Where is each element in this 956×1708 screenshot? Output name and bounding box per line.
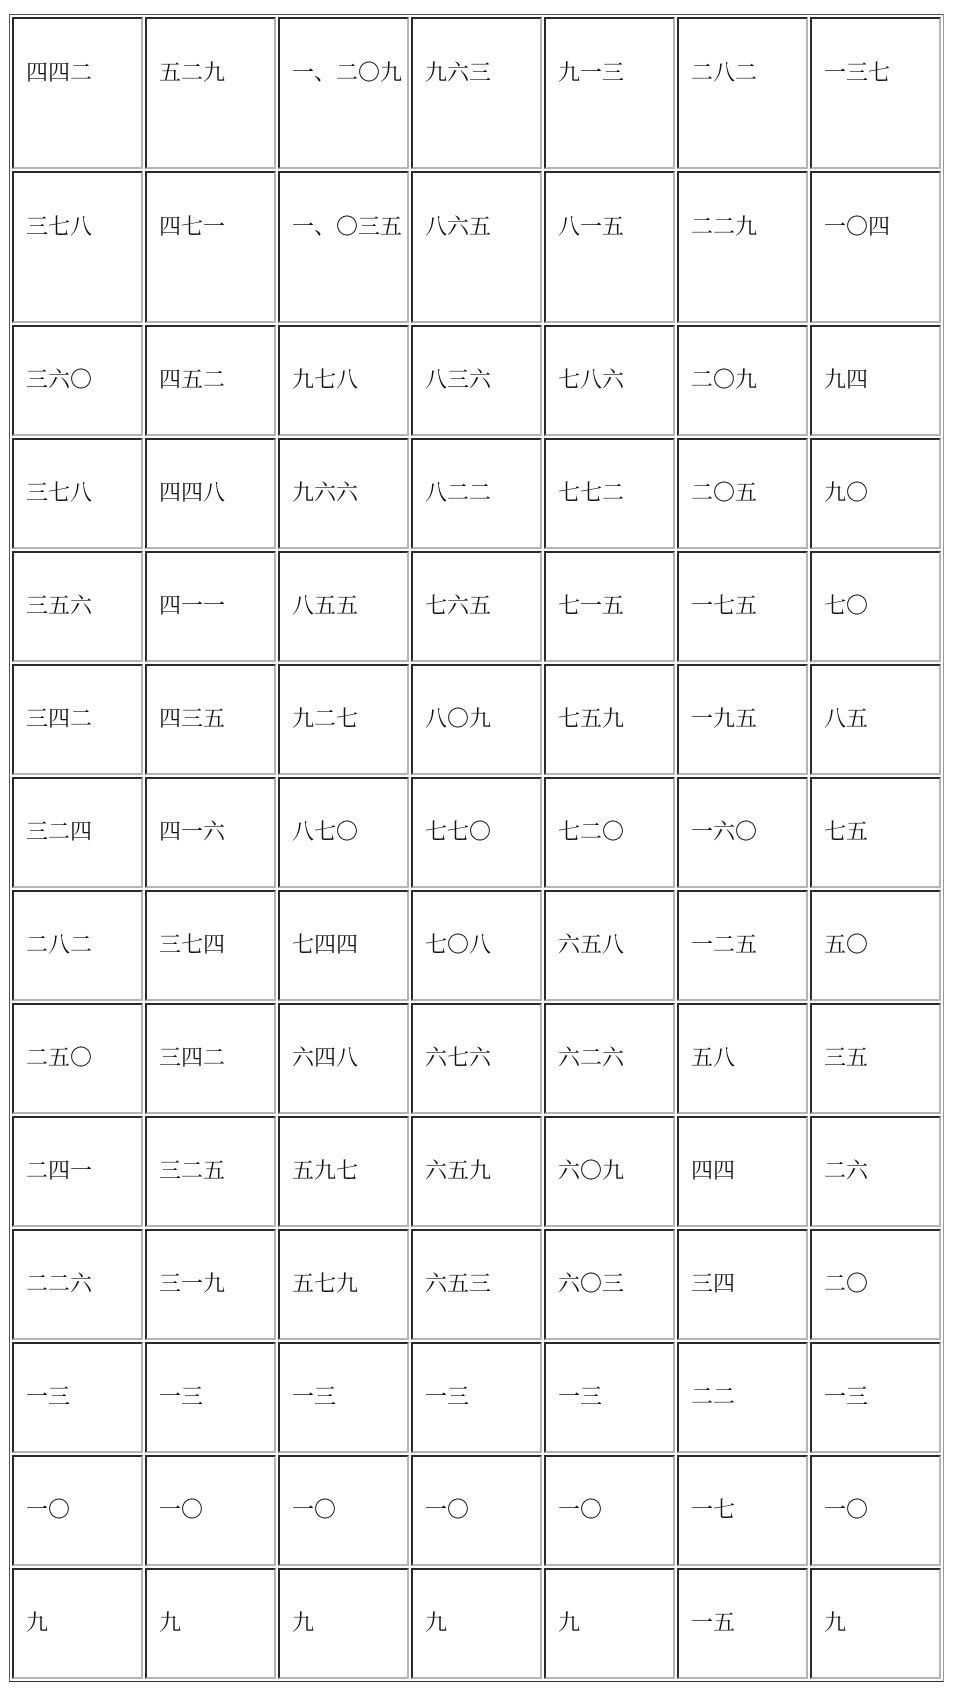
table-row <box>12 438 941 549</box>
table-cell <box>810 1455 941 1566</box>
cell-value: 一〇 <box>292 1497 337 1523</box>
table-cell <box>544 664 675 775</box>
table-cell <box>145 1116 276 1227</box>
table-cell <box>145 890 276 1001</box>
cell-value: 八七〇 <box>292 819 359 845</box>
table-row <box>12 325 941 436</box>
cell-value: 三四二 <box>159 1045 226 1071</box>
cell-value: 一七五 <box>691 593 758 619</box>
cell-value: 三四 <box>691 1271 736 1297</box>
cell-value: 四一六 <box>159 819 226 845</box>
cell-value: 一三 <box>558 1384 603 1410</box>
table-cell <box>145 777 276 888</box>
table-cell <box>278 17 409 169</box>
cell-value: 九四 <box>824 367 869 393</box>
cell-value: 三六〇 <box>26 367 93 393</box>
cell-value: 一〇 <box>425 1497 470 1523</box>
table-cell <box>12 1455 143 1566</box>
cell-value: 六〇九 <box>558 1158 625 1184</box>
cell-value: 一〇 <box>159 1497 204 1523</box>
cell-value: 七〇八 <box>425 932 492 958</box>
table-cell <box>810 664 941 775</box>
table-cell <box>278 664 409 775</box>
cell-value: 七六五 <box>425 593 492 619</box>
cell-value: 五七九 <box>292 1271 359 1297</box>
cell-value: 一〇四 <box>824 215 891 240</box>
cell-value: 七五九 <box>558 706 625 732</box>
cell-value: 一〇 <box>824 1497 869 1523</box>
table-cell <box>145 1568 276 1679</box>
table-cell <box>810 551 941 662</box>
table-cell <box>12 438 143 549</box>
table-cell <box>145 325 276 436</box>
table-cell <box>145 171 276 323</box>
table-row <box>12 17 941 169</box>
cell-value: 八三六 <box>425 367 492 393</box>
cell-value: 三一九 <box>159 1271 226 1297</box>
cell-value: 六五九 <box>425 1158 492 1184</box>
table-cell <box>677 890 808 1001</box>
table-cell <box>677 171 808 323</box>
table-cell <box>411 171 542 323</box>
table-cell <box>544 171 675 323</box>
table-cell <box>411 325 542 436</box>
cell-value: 四四 <box>691 1158 736 1184</box>
cell-value: 一〇 <box>26 1497 71 1523</box>
table-cell <box>278 1342 409 1453</box>
table-cell <box>544 1455 675 1566</box>
table-cell <box>145 551 276 662</box>
cell-value: 七四四 <box>292 932 359 958</box>
cell-value: 二二 <box>691 1384 736 1410</box>
table-cell <box>677 1568 808 1679</box>
cell-value: 一三 <box>824 1384 869 1410</box>
cell-value: 五九七 <box>292 1158 359 1184</box>
cell-value: 九〇 <box>824 480 869 506</box>
table-cell <box>278 325 409 436</box>
table-cell <box>411 551 542 662</box>
cell-value: 四三五 <box>159 706 226 732</box>
table-cell <box>544 1003 675 1114</box>
table-cell <box>145 1229 276 1340</box>
cell-value: 六五三 <box>425 1271 492 1297</box>
table-cell <box>544 777 675 888</box>
table-row <box>12 1116 941 1227</box>
cell-value: 二五〇 <box>26 1045 93 1071</box>
table-cell <box>544 17 675 169</box>
table-cell <box>544 1116 675 1227</box>
table-cell <box>544 1342 675 1453</box>
table-cell <box>278 1455 409 1566</box>
table-cell <box>677 325 808 436</box>
cell-value: 九 <box>26 1610 49 1636</box>
cell-value: 一三 <box>26 1384 71 1410</box>
table-cell <box>544 551 675 662</box>
table-row <box>12 777 941 888</box>
cell-value: 九 <box>292 1610 315 1636</box>
table-cell <box>411 1003 542 1114</box>
cell-value: 一三 <box>159 1384 204 1410</box>
table-cell <box>677 551 808 662</box>
cell-value: 三七八 <box>26 215 93 240</box>
table-cell <box>810 1568 941 1679</box>
table-cell <box>677 438 808 549</box>
cell-value: 三五六 <box>26 593 93 619</box>
cell-value: 六五八 <box>558 932 625 958</box>
table-cell <box>810 777 941 888</box>
cell-value: 四七一 <box>159 215 226 240</box>
cell-value: 九 <box>558 1610 581 1636</box>
cell-value: 三七四 <box>159 932 226 958</box>
cell-value: 七五 <box>824 819 869 845</box>
table-cell <box>677 1342 808 1453</box>
table-cell <box>544 1229 675 1340</box>
cell-value: 一三 <box>425 1384 470 1410</box>
table-cell <box>12 17 143 169</box>
table-row <box>12 1455 941 1566</box>
cell-value: 四一一 <box>159 593 226 619</box>
table-cell <box>145 438 276 549</box>
cell-value: 五〇 <box>824 932 869 958</box>
table-row <box>12 1342 941 1453</box>
table-cell <box>544 438 675 549</box>
table-cell <box>810 17 941 169</box>
table-cell <box>145 17 276 169</box>
table-cell <box>145 1342 276 1453</box>
cell-value: 二〇 <box>824 1271 869 1297</box>
cell-value: 九一三 <box>558 61 625 86</box>
cell-value: 六四八 <box>292 1045 359 1071</box>
table-cell <box>677 17 808 169</box>
cell-value: 二四一 <box>26 1158 93 1184</box>
cell-value: 二八二 <box>691 61 758 86</box>
cell-value: 六七六 <box>425 1045 492 1071</box>
table-cell <box>411 1342 542 1453</box>
cell-value: 五二九 <box>159 61 226 86</box>
cell-value: 二〇九 <box>691 367 758 393</box>
cell-value: 七〇 <box>824 593 869 619</box>
cell-value: 三二四 <box>26 819 93 845</box>
table-cell <box>12 1568 143 1679</box>
table-row <box>12 171 941 323</box>
table-cell <box>677 1116 808 1227</box>
cell-value: 九七八 <box>292 367 359 393</box>
cell-value: 九六三 <box>425 61 492 86</box>
table-cell <box>12 1116 143 1227</box>
cell-value: 二二六 <box>26 1271 93 1297</box>
table-container <box>9 14 944 1682</box>
cell-value: 二六 <box>824 1158 869 1184</box>
table-cell <box>810 1003 941 1114</box>
cell-value: 八五 <box>824 706 869 732</box>
cell-value: 九二七 <box>292 706 359 732</box>
cell-value: 七八六 <box>558 367 625 393</box>
table-cell <box>145 1455 276 1566</box>
cell-value: 一七 <box>691 1497 736 1523</box>
table-cell <box>145 664 276 775</box>
table-row <box>12 664 941 775</box>
cell-value: 八一五 <box>558 215 625 240</box>
cell-value: 二二九 <box>691 215 758 240</box>
cell-value: 九 <box>824 1610 847 1636</box>
table-row <box>12 1229 941 1340</box>
table-cell <box>677 777 808 888</box>
table-cell <box>12 890 143 1001</box>
cell-value: 一五 <box>691 1610 736 1636</box>
cell-value: 七二〇 <box>558 819 625 845</box>
table-cell <box>810 1342 941 1453</box>
table-cell <box>810 1229 941 1340</box>
table-row <box>12 1003 941 1114</box>
cell-value: 二八二 <box>26 932 93 958</box>
table-cell <box>12 1003 143 1114</box>
data-table <box>9 14 944 1682</box>
table-cell <box>278 1116 409 1227</box>
table-cell <box>411 664 542 775</box>
table-cell <box>810 325 941 436</box>
table-cell <box>411 438 542 549</box>
table-cell <box>12 551 143 662</box>
cell-value: 一三 <box>292 1384 337 1410</box>
table-cell <box>810 438 941 549</box>
table-cell <box>278 1003 409 1114</box>
cell-value: 一、二〇九 <box>292 61 403 86</box>
table-row <box>12 551 941 662</box>
table-cell <box>677 1455 808 1566</box>
table-cell <box>278 171 409 323</box>
cell-value: 三四二 <box>26 706 93 732</box>
cell-value: 八五五 <box>292 593 359 619</box>
table-cell <box>411 1568 542 1679</box>
cell-value: 四四八 <box>159 480 226 506</box>
table-cell <box>278 777 409 888</box>
table-cell <box>145 1003 276 1114</box>
table-cell <box>411 1229 542 1340</box>
cell-value: 一、〇三五 <box>292 215 403 240</box>
cell-value: 七七〇 <box>425 819 492 845</box>
table-cell <box>278 1229 409 1340</box>
cell-value: 四五二 <box>159 367 226 393</box>
table-cell <box>411 1116 542 1227</box>
cell-value: 七七二 <box>558 480 625 506</box>
cell-value: 八二二 <box>425 480 492 506</box>
table-cell <box>677 1229 808 1340</box>
cell-value: 二〇五 <box>691 480 758 506</box>
table-cell <box>411 1455 542 1566</box>
cell-value: 一二五 <box>691 932 758 958</box>
cell-value: 七一五 <box>558 593 625 619</box>
table-cell <box>12 171 143 323</box>
table-cell <box>544 1568 675 1679</box>
cell-value: 三五 <box>824 1045 869 1071</box>
cell-value: 一三七 <box>824 61 891 86</box>
table-cell <box>411 17 542 169</box>
table-cell <box>278 1568 409 1679</box>
table-cell <box>544 890 675 1001</box>
cell-value: 三七八 <box>26 480 93 506</box>
cell-value: 九 <box>425 1610 448 1636</box>
table-cell <box>411 777 542 888</box>
table-cell <box>12 325 143 436</box>
table-cell <box>12 1229 143 1340</box>
table-cell <box>810 171 941 323</box>
cell-value: 八六五 <box>425 215 492 240</box>
table-cell <box>677 664 808 775</box>
cell-value: 三二五 <box>159 1158 226 1184</box>
table-cell <box>12 1342 143 1453</box>
table-cell <box>544 325 675 436</box>
cell-value: 八〇九 <box>425 706 492 732</box>
table-cell <box>677 1003 808 1114</box>
cell-value: 四四二 <box>26 61 93 86</box>
table-cell <box>278 890 409 1001</box>
table-row <box>12 890 941 1001</box>
table-cell <box>278 551 409 662</box>
cell-value: 一〇 <box>558 1497 603 1523</box>
cell-value: 六二六 <box>558 1045 625 1071</box>
cell-value: 一六〇 <box>691 819 758 845</box>
cell-value: 六〇三 <box>558 1271 625 1297</box>
cell-value: 九六六 <box>292 480 359 506</box>
table-cell <box>810 1116 941 1227</box>
cell-value: 九 <box>159 1610 182 1636</box>
cell-value: 一九五 <box>691 706 758 732</box>
table-cell <box>12 777 143 888</box>
table-cell <box>12 664 143 775</box>
table-cell <box>411 890 542 1001</box>
table-row <box>12 1568 941 1679</box>
cell-value: 五八 <box>691 1045 736 1071</box>
table-cell <box>278 438 409 549</box>
table-cell <box>810 890 941 1001</box>
table-body <box>12 17 941 1679</box>
